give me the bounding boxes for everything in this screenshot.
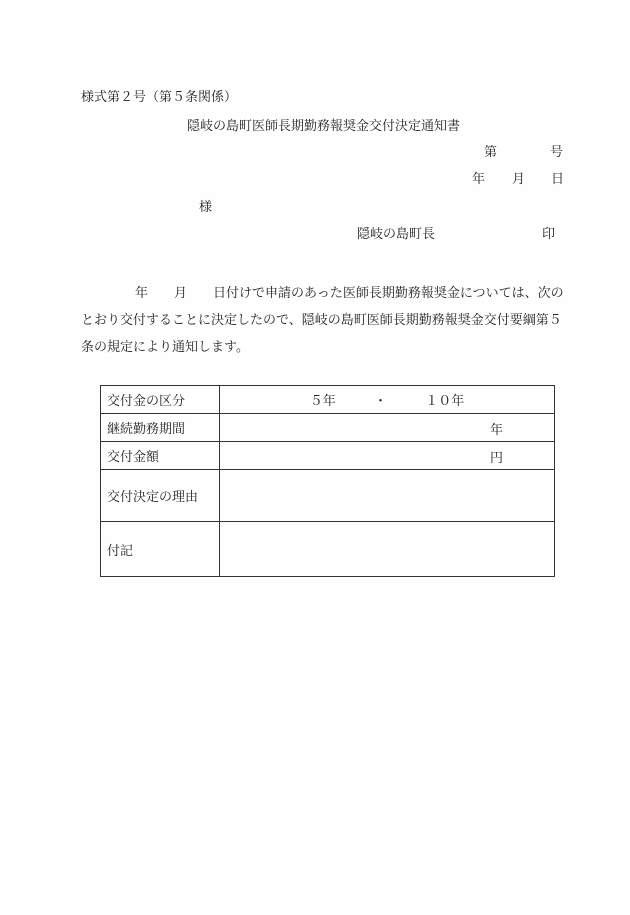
option-5-years: ５年 [309,394,336,409]
date-year: 年 [472,172,486,187]
unit-yen: 円 [490,451,504,466]
row-label: 交付金の区分 [101,386,220,414]
table-row [101,522,555,577]
body-paragraph [81,280,581,361]
row-label: 交付金額 [101,442,220,470]
service-period-value [220,414,555,442]
table-row [101,414,555,442]
issuer-seal: 印 [542,227,556,242]
number-prefix: 第 [484,145,498,160]
grant-amount-value [220,442,555,470]
row-label: 交付決定の理由 [101,470,220,522]
row-label: 継続勤務期間 [101,414,220,442]
notes-value [220,522,555,577]
body-line-1 [81,280,581,307]
decision-table [100,385,555,577]
option-separator: ・ [373,394,387,409]
document-title: 隠岐の島町医師長期勤務報奨金交付決定通知書 [187,119,461,134]
body-line-2: とおり交付することに決定したので、隠岐の島町医師長期勤務報奨金交付要綱第５ [81,313,562,328]
issuer-name: 隠岐の島町長 [357,227,436,242]
row-label: 付記 [101,522,220,577]
decision-reason-value [220,470,555,522]
addressee-suffix: 様 [199,200,213,215]
body-year: 年 [135,286,149,301]
date-day: 日 [551,172,565,187]
date-month: 月 [512,172,526,187]
table-row [101,442,555,470]
grant-category-options [220,386,555,414]
body-line-1-rest: 日付けで申請のあった医師長期勤務報奨金については、次の [213,286,564,301]
table-row [101,386,555,414]
number-suffix: 号 [550,145,564,160]
table-row [101,470,555,522]
option-10-years: １０年 [425,394,465,409]
form-number: 様式第２号（第５条関係） [81,90,238,105]
body-line-3: 条の規定により通知します。 [81,340,249,355]
body-month: 月 [174,286,188,301]
unit-years: 年 [490,423,504,438]
